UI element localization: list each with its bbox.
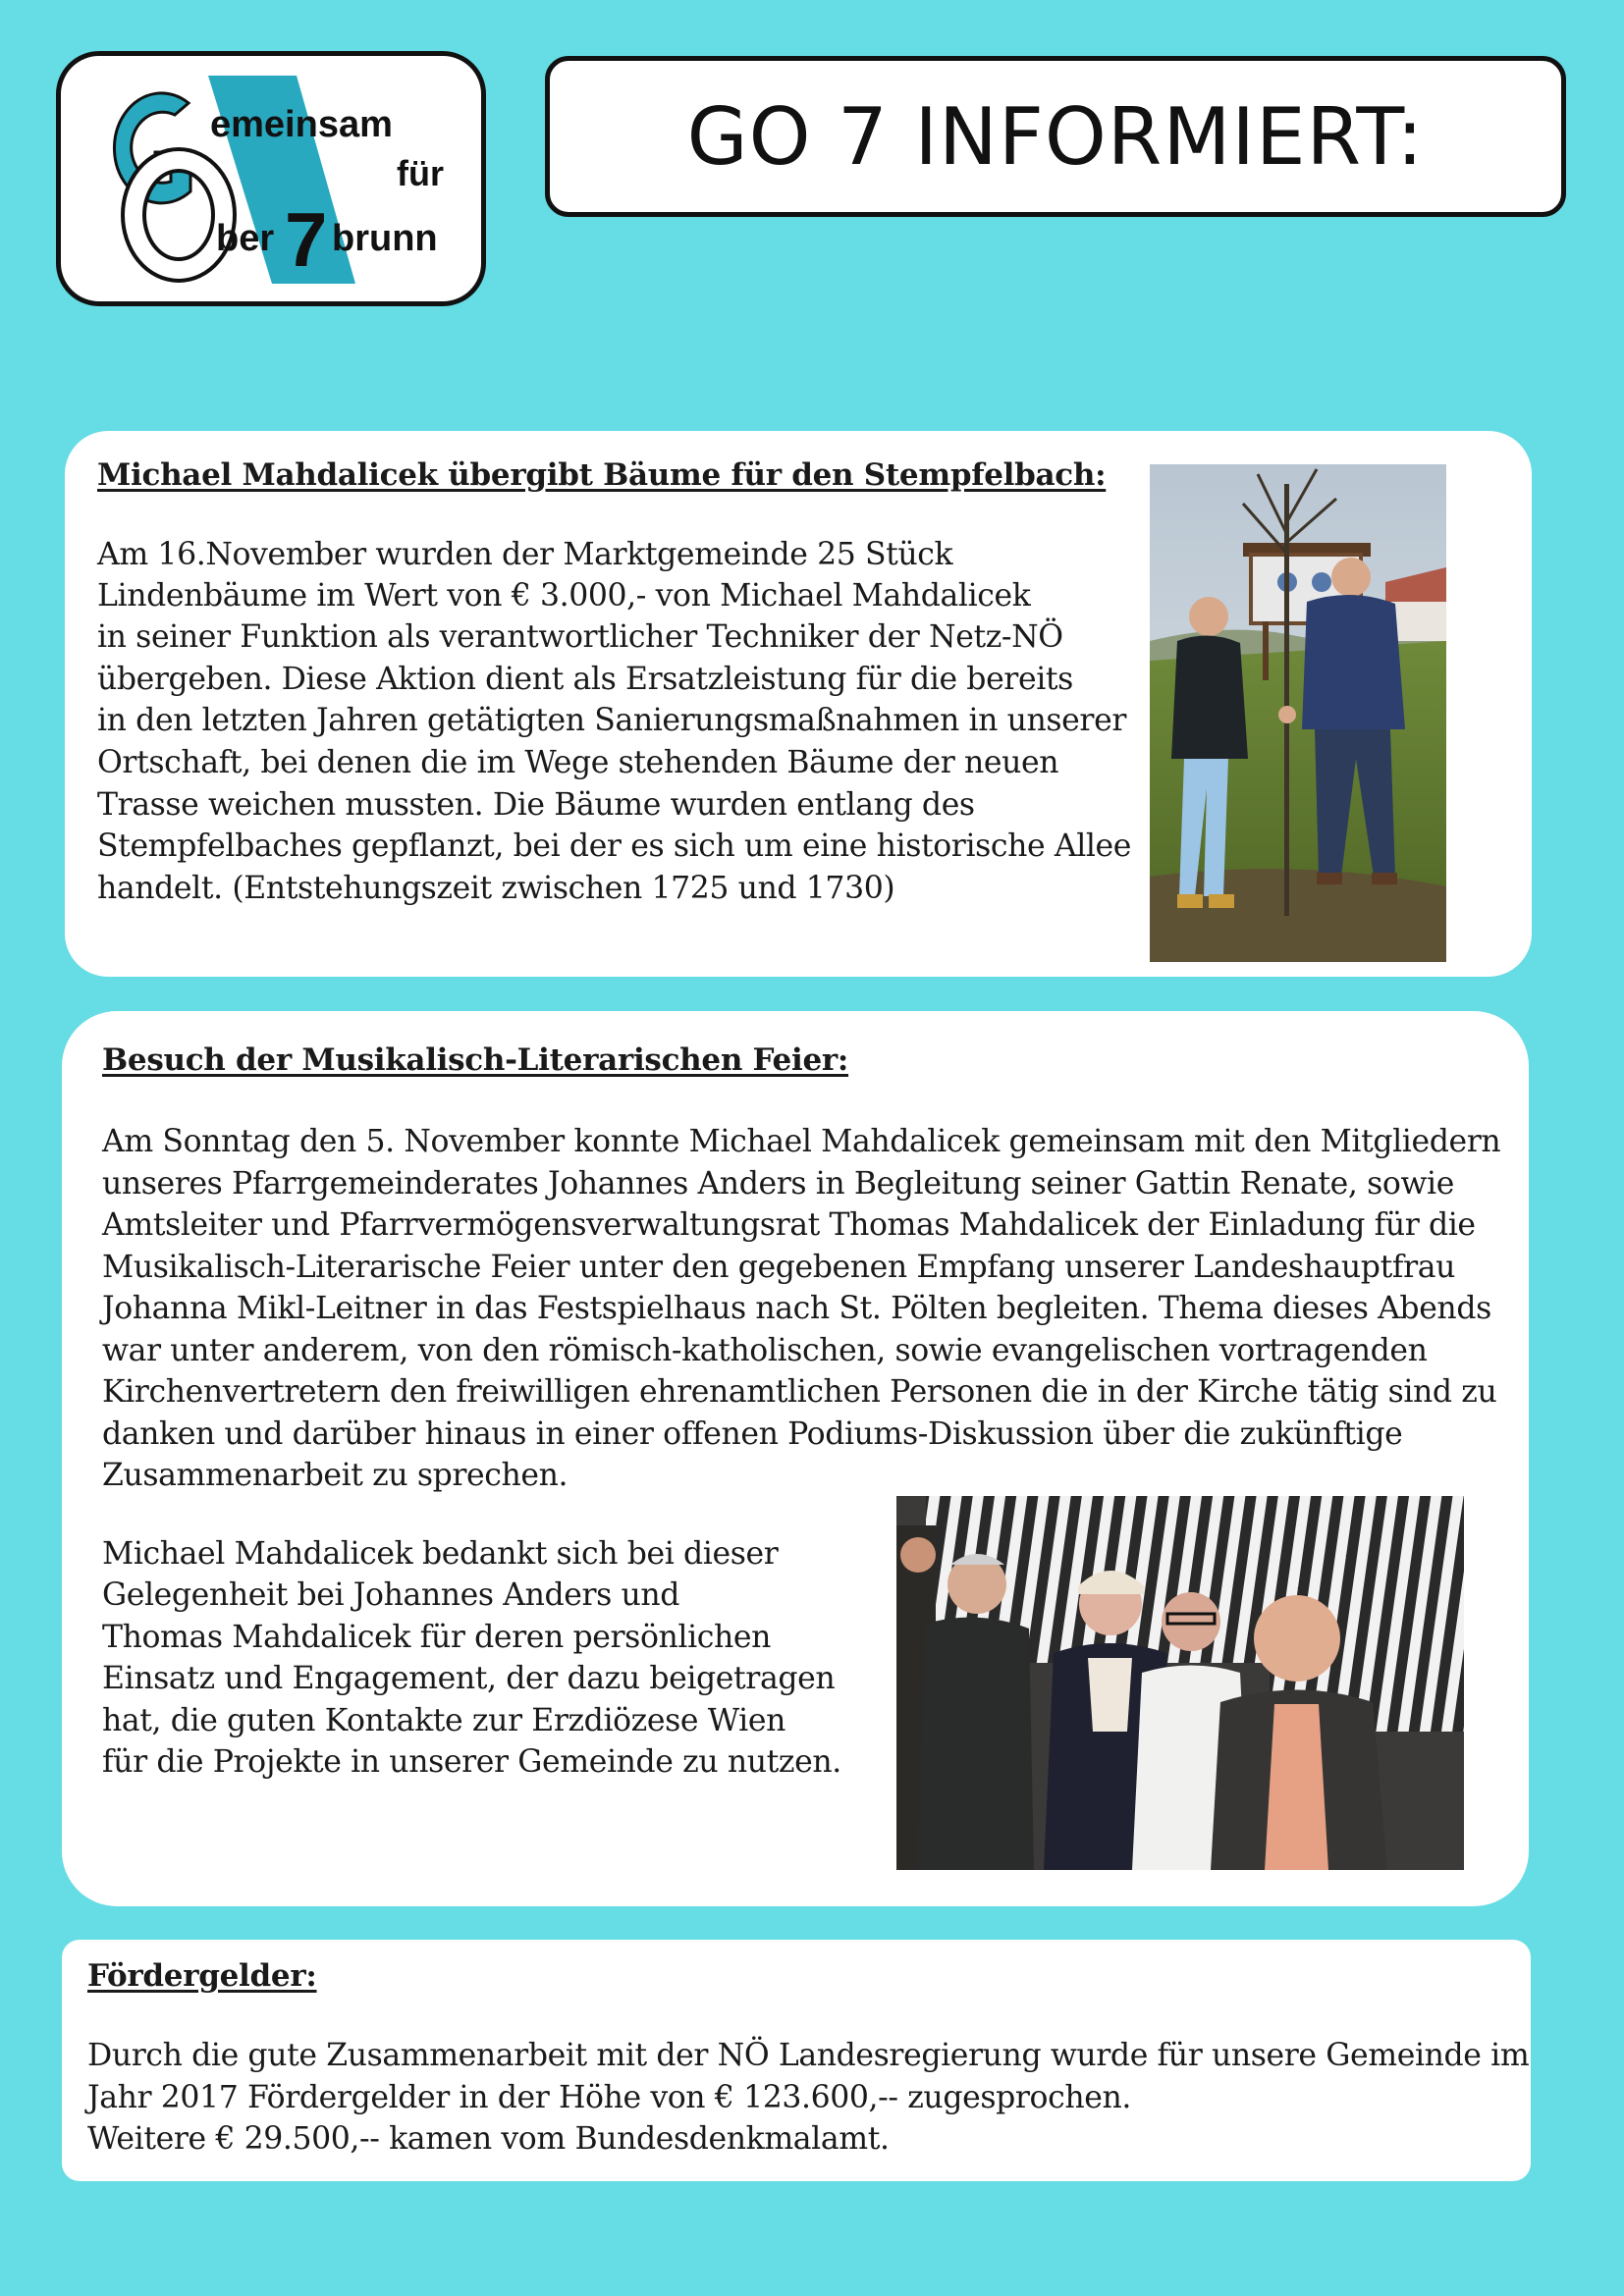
article-line: Durch die gute Zusammenarbeit mit der NÖ Landesregierung wurde für unsere Gemeinde im <box>87 2038 1530 2073</box>
logo-text-line1: emeinsam <box>210 104 393 145</box>
logo-text-line2: für <box>397 153 444 193</box>
article-line: Jahr 2017 Fördergelder in der Höhe von € 123.600,-- zugesprochen. <box>87 2080 1131 2115</box>
article-heading-trees: Michael Mahdalicek übergibt Bäume für den Stempfelbach: <box>97 457 1107 493</box>
photo-festival-hall-group <box>896 1496 1464 1870</box>
article-line: Weitere € 29.500,-- kamen vom Bundesdenkmalamt. <box>87 2121 890 2157</box>
article-line: Am Sonntag den 5. November konnte Michael Mahdalicek gemeinsam mit den Mitgliedern <box>102 1124 1501 1159</box>
article-line: für die Projekte in unserer Gemeinde zu nutzen. <box>102 1744 841 1780</box>
article-line: übergeben. Diese Aktion dient als Ersatzleistung für die bereits <box>97 662 1073 697</box>
article-line: unseres Pfarrgemeinderates Johannes Anders in Begleitung seiner Gattin Renate, sowie <box>102 1166 1454 1201</box>
article-line: Gelegenheit bei Johannes Anders und <box>102 1577 680 1613</box>
article-line: Michael Mahdalicek bedankt sich bei dieser <box>102 1536 779 1572</box>
article-line: Lindenbäume im Wert von € 3.000,- von Michael Mahdalicek <box>97 578 1031 614</box>
article-line: Johanna Mikl-Leitner in das Festspielhaus nach St. Pölten begleiten. Thema dieses Abends <box>102 1291 1491 1326</box>
article-line: Amtsleiter und Pfarrvermögensverwaltungsrat Thomas Mahdalicek der Einladung für die <box>102 1207 1476 1243</box>
article-line: Stempfelbaches gepflanzt, bei der es sich um eine historische Allee <box>97 828 1132 864</box>
article-line: Kirchenvertretern den freiwilligen ehrenamtlichen Personen die in der Kirche tätig sind zu <box>102 1374 1497 1410</box>
article-heading-celebration: Besuch der Musikalisch-Literarischen Feier: <box>102 1042 849 1078</box>
article-line: Trasse weichen mussten. Die Bäume wurden entlang des <box>97 787 975 823</box>
article-heading-funding: Fördergelder: <box>87 1958 317 1994</box>
article-line: Musikalisch-Literarische Feier unter den gegebenen Empfang unserer Landeshauptfrau <box>102 1250 1456 1285</box>
logo-text-line3-suffix: brunn <box>332 218 438 259</box>
logo-text-line3-prefix: ber <box>216 218 275 259</box>
article-line: handelt. (Entstehungszeit zwischen 1725 und 1730) <box>97 871 895 906</box>
photo-tree-handover <box>1150 464 1446 962</box>
article-line: Ortschaft, bei denen die im Wege stehenden Bäume der neuen <box>97 745 1059 780</box>
gemeinsam-logo <box>56 51 486 306</box>
article-line: hat, die guten Kontakte zur Erzdiözese Wien <box>102 1703 785 1738</box>
article-line: Am 16.November wurden der Marktgemeinde 25 Stück <box>97 537 953 572</box>
page-title: GO 7 INFORMIERT: <box>686 90 1425 183</box>
article-line: Einsatz und Engagement, der dazu beigetragen <box>102 1661 836 1696</box>
logo-number-seven: 7 <box>285 196 328 283</box>
title-banner <box>545 56 1566 217</box>
article-line: in seiner Funktion als verantwortlicher Techniker der Netz-NÖ <box>97 619 1063 655</box>
article-line: Zusammenarbeit zu sprechen. <box>102 1458 568 1493</box>
article-line: Thomas Mahdalicek für deren persönlichen <box>102 1620 771 1655</box>
article-line: in den letzten Jahren getätigten Sanierungsmaßnahmen in unserer <box>97 703 1126 738</box>
article-line: danken und darüber hinaus in einer offenen Podiums-Diskussion über die zukünftige <box>102 1416 1403 1452</box>
article-line: war unter anderem, von den römisch-katholischen, sowie evangelischen vortragenden <box>102 1333 1428 1368</box>
